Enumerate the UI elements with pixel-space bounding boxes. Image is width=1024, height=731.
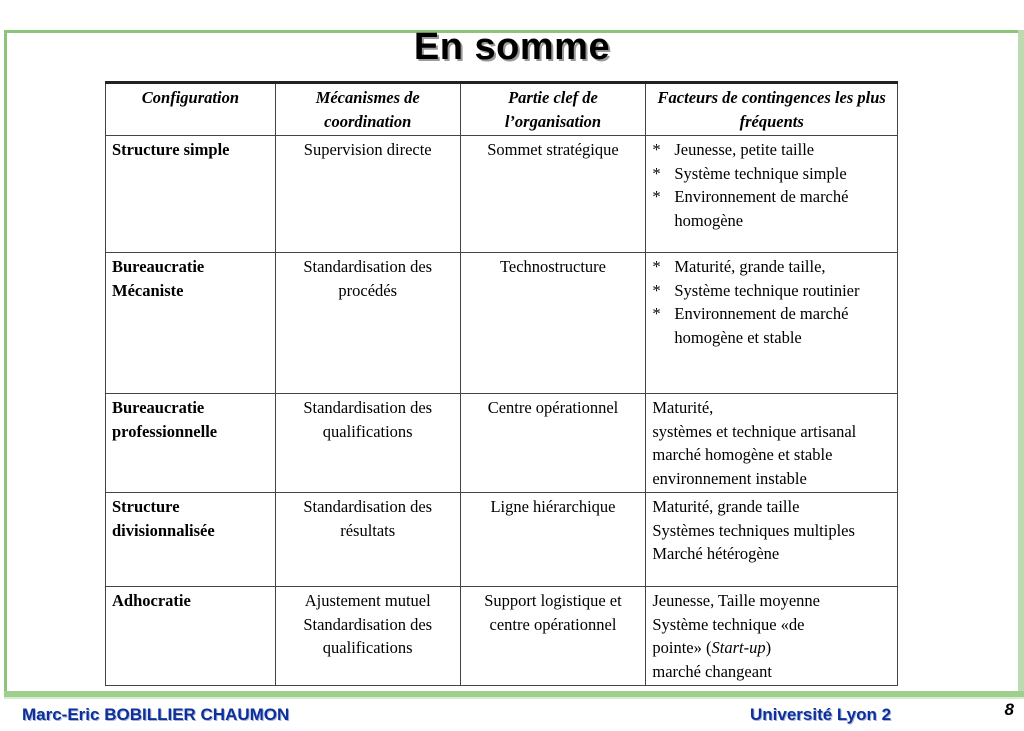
cell-facteurs <box>646 587 898 686</box>
page-number: 8 <box>1004 700 1014 719</box>
factor-item: * Maturité, grande taille, <box>652 255 891 279</box>
header-configuration: Configuration <box>106 83 276 136</box>
cell-partie-clef-line: Technostructure <box>499 257 606 276</box>
cell-configuration-line: professionnelle <box>112 421 218 441</box>
cell-facteurs <box>646 394 898 493</box>
cell-facteurs-line: Système technique «de <box>652 614 805 634</box>
cell-configuration <box>106 587 276 686</box>
configurations-table <box>105 81 898 686</box>
cell-configuration-line: Bureaucratie <box>112 257 205 276</box>
cell-mecanismes-line: procédés <box>338 280 398 300</box>
factor-item: * Environnement de marché homogène et stable <box>652 302 891 349</box>
frame-right-border <box>1018 30 1024 694</box>
cell-facteurs-line: Systèmes techniques multiples <box>652 520 855 540</box>
cell-mecanismes-line: qualifications <box>322 421 413 441</box>
cell-facteurs <box>646 493 898 587</box>
cell-mecanismes-line: Supervision directe <box>303 140 432 159</box>
cell-partie-clef-line: Centre opérationnel <box>487 398 619 417</box>
cell-configuration-line: divisionnalisée <box>112 520 215 540</box>
cell-partie-clef <box>460 136 646 253</box>
cell-mecanismes-line: Standardisation des <box>303 257 433 276</box>
cell-facteurs-line: Maturité, <box>652 398 714 417</box>
frame-left-border <box>4 30 7 694</box>
factor-list <box>652 138 891 232</box>
cell-partie-clef-line: Ligne hiérarchique <box>490 497 616 516</box>
cell-configuration-line: Adhocratie <box>112 591 191 610</box>
cell-configuration <box>106 253 276 394</box>
footer-institution: Université Lyon 2 <box>750 705 892 724</box>
cell-mecanismes <box>275 253 460 394</box>
cell-partie-clef <box>460 253 646 394</box>
cell-partie-clef-line: Sommet stratégique <box>487 140 619 159</box>
cell-mecanismes-line: qualifications <box>322 638 413 657</box>
cell-facteurs-line: Marché hétérogène <box>652 544 780 563</box>
cell-partie-clef <box>460 394 646 493</box>
cell-facteurs-line: marché homogène et stable <box>652 445 833 464</box>
cell-mecanismes-line: résultats <box>340 520 396 540</box>
table-row <box>106 394 898 493</box>
cell-configuration-line: Structure simple <box>112 140 230 159</box>
header-facteurs: Facteurs de contingences les plus fréquents <box>646 83 898 136</box>
cell-configuration <box>106 136 276 253</box>
header-partie-clef: Partie clef de l’organisation <box>460 83 646 136</box>
cell-mecanismes-line: Standardisation des <box>303 614 433 634</box>
table-row <box>106 493 898 587</box>
cell-mecanismes <box>275 136 460 253</box>
table-row <box>106 587 898 686</box>
table-row <box>106 136 898 253</box>
cell-facteurs-line: systèmes et technique artisanal <box>652 421 857 441</box>
cell-configuration-line: Mécaniste <box>112 280 184 300</box>
factor-item: * Environnement de marché homogène <box>652 185 891 232</box>
cell-partie-clef <box>460 493 646 587</box>
cell-configuration <box>106 394 276 493</box>
cell-mecanismes <box>275 394 460 493</box>
cell-facteurs <box>646 253 898 394</box>
cell-mecanismes-line: Standardisation des <box>303 398 433 417</box>
cell-facteurs-line: pointe» (Start-up) <box>652 638 772 657</box>
table-row <box>106 253 898 394</box>
cell-partie-clef <box>460 587 646 686</box>
header-mecanismes: Mécanismes de coordination <box>275 83 460 136</box>
cell-facteurs-line: marché changeant <box>652 661 772 681</box>
factor-list <box>652 255 891 349</box>
table-header-row <box>106 83 898 136</box>
cell-mecanismes-line: Ajustement mutuel <box>304 591 431 610</box>
cell-mecanismes <box>275 493 460 587</box>
cell-facteurs-line: Maturité, grande taille <box>652 497 800 516</box>
frame-bottom-border-light <box>4 697 1024 699</box>
cell-facteurs-line: Jeunesse, Taille moyenne <box>652 591 820 610</box>
cell-partie-clef-line: Support logistique et <box>484 591 622 610</box>
factor-item: * Système technique simple <box>652 162 891 186</box>
footer-author: Marc-Eric BOBILLIER CHAUMON <box>22 705 290 724</box>
factor-item: * Jeunesse, petite taille <box>652 138 891 162</box>
slide-title: En somme <box>413 26 611 68</box>
cell-facteurs-line: environnement instable <box>652 468 807 488</box>
cell-configuration <box>106 493 276 587</box>
cell-partie-clef-line: centre opérationnel <box>489 614 617 634</box>
cell-mecanismes <box>275 587 460 686</box>
cell-mecanismes-line: Standardisation des <box>303 497 433 516</box>
cell-configuration-line: Structure <box>112 497 180 516</box>
cell-facteurs <box>646 136 898 253</box>
cell-configuration-line: Bureaucratie <box>112 398 205 417</box>
factor-item: * Système technique routinier <box>652 279 891 303</box>
